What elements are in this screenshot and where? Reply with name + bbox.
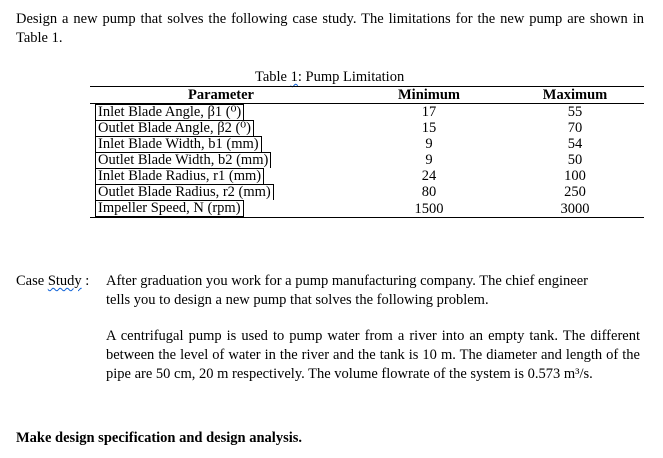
cell-minimum: 1500 [414, 200, 444, 217]
table-row [90, 200, 644, 218]
cell-maximum: 55 [567, 104, 583, 120]
table-row [90, 136, 644, 152]
cell-minimum: 9 [425, 136, 433, 152]
cell-maximum: 54 [567, 136, 583, 152]
cell-parameter [90, 184, 352, 200]
table-row [90, 120, 644, 136]
table-row [90, 168, 644, 184]
pump-limitation-table [90, 86, 644, 218]
cell-maximum: 250 [564, 184, 586, 200]
header-parameter: Parameter [187, 87, 254, 103]
case-study-line-2: tells you to design a new pump that solves the following problem. [106, 292, 489, 308]
header-minimum: Minimum [397, 87, 461, 103]
cell-parameter [90, 168, 352, 184]
table-header-row [90, 87, 644, 104]
cell-minimum: 17 [421, 104, 437, 120]
cell-parameter [90, 200, 352, 218]
task-instruction: Make design specification and design analysis. [16, 430, 303, 446]
parameter-label: Inlet Blade Width, b1 (mm) [95, 136, 262, 152]
parameter-label: Outlet Blade Width, b2 (mm) [95, 152, 271, 168]
cell-minimum: 9 [425, 152, 433, 168]
header-maximum: Maximum [542, 87, 608, 103]
table-body [90, 104, 644, 218]
parameter-label: Inlet Blade Angle, β1 (⁰) [95, 104, 244, 120]
intro-text: Design a new pump that solves the following case study. The limitations for the new pump are shown in Table 1. [16, 11, 644, 46]
case-study-line-1: After graduation you work for a pump manufacturing company. The chief engineer [106, 273, 588, 289]
parameter-label: Outlet Blade Angle, β2 (⁰) [95, 120, 254, 136]
cell-maximum: 50 [567, 152, 583, 168]
cell-maximum: 70 [567, 120, 583, 136]
cell-maximum: 3000 [560, 200, 590, 217]
cell-minimum: 24 [421, 168, 437, 184]
cell-parameter [90, 104, 352, 121]
parameter-label: Impeller Speed, N (rpm) [95, 200, 244, 217]
table-row [90, 184, 644, 200]
study-word: Study [47, 273, 82, 289]
table-row [90, 104, 644, 121]
problem-text: A centrifugal pump is used to pump water from a river into an empty tank. The different between the level of water in the river and the tank is 10 m. The diameter and length of the pipe are 50 cm, 20 m respectively. The volume flowrate of the system is 0.573 m³/s. [106, 328, 640, 382]
table-row [90, 152, 644, 168]
table-caption [255, 68, 404, 86]
cell-minimum: 15 [421, 120, 437, 136]
cell-parameter [90, 136, 352, 152]
case-study-label [16, 272, 89, 291]
caption-number: 1 [290, 69, 298, 85]
cell-parameter [90, 152, 352, 168]
case-study-text [106, 272, 642, 310]
intro-paragraph [16, 10, 644, 48]
case-word: Case [16, 273, 48, 289]
caption-title: Pump Limitation [305, 69, 405, 85]
problem-statement [106, 327, 640, 384]
case-label-sep: : [81, 273, 90, 289]
cell-parameter [90, 120, 352, 136]
cell-maximum: 100 [564, 168, 586, 184]
parameter-label: Inlet Blade Radius, r1 (mm) [95, 168, 264, 184]
caption-separator: : [297, 69, 306, 85]
cell-minimum: 80 [421, 184, 437, 200]
caption-prefix: Table [255, 69, 291, 85]
parameter-label: Outlet Blade Radius, r2 (mm) [95, 184, 274, 200]
